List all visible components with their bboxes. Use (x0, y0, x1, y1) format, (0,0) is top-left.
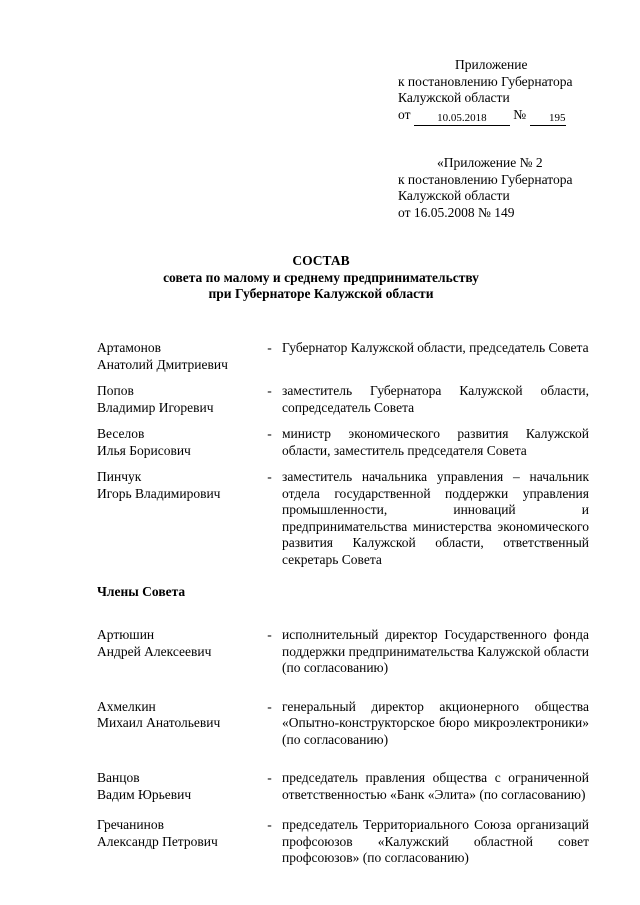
appendix-caption: Приложение (455, 57, 528, 72)
person-name (97, 426, 257, 459)
member-row (97, 817, 589, 867)
person-role: председатель Территориального Союза организаций профсоюзов «Калужский областной совет профсоюзов» (по согласованию) (282, 817, 589, 865)
number-label: № (513, 106, 527, 122)
given-name: Илья Борисович (97, 442, 191, 458)
person-name (97, 627, 257, 677)
person-role: председатель правления общества с ограниченной ответственностью «Банк «Элита» (по согласованию) (282, 770, 589, 802)
separator-dash: - (267, 627, 272, 642)
given-name: Александр Петрович (97, 833, 218, 849)
roster-row (97, 469, 589, 568)
surname: Гречанинов (97, 817, 164, 832)
appendix-header (398, 57, 598, 124)
original-appendix-header (398, 155, 598, 221)
given-name: Игорь Владимирович (97, 485, 221, 501)
original-appendix-line-2: Калужской области (398, 188, 510, 203)
person-name (97, 340, 257, 373)
person-role: Губернатор Калужской области, председатель Совета (282, 340, 589, 355)
surname: Артамонов (97, 340, 162, 355)
person-role: заместитель начальника управления – начальник отдела государственной поддержки управления промышленности, инноваций и предпринимательства министерства экономического развития Калужской области, ответственный секретарь Совета (282, 469, 589, 567)
separator-dash: - (267, 770, 272, 785)
title-line-2: при Губернаторе Калужской области (208, 286, 434, 301)
separator-dash: - (267, 383, 272, 398)
person-role: министр экономического развития Калужской области, заместитель председателя Совета (282, 426, 589, 458)
separator-dash: - (267, 340, 272, 355)
date-prefix: от (398, 106, 411, 122)
person-role: генеральный директор акционерного общества «Опытно-конструкторское бюро микроэлектроники» (по согласованию) (282, 698, 589, 747)
surname: Ахмелкин (97, 698, 156, 714)
members-roster (97, 627, 589, 867)
title-heading: СОСТАВ (292, 253, 350, 268)
member-row (97, 699, 589, 749)
member-row (97, 770, 589, 803)
original-appendix-line-3: от 16.05.2008 № 149 (398, 204, 515, 220)
members-heading: Члены Совета (97, 584, 186, 599)
appendix-line-2: Калужской области (398, 90, 510, 105)
separator-dash: - (267, 469, 272, 484)
person-name (97, 383, 257, 416)
surname: Ванцов (97, 770, 140, 785)
decree-number: 195 (530, 112, 566, 126)
separator-dash: - (267, 817, 272, 832)
separator-dash: - (267, 698, 272, 714)
document-title (80, 253, 562, 303)
surname: Веселов (97, 426, 145, 441)
person-role: заместитель Губернатора Калужской области, сопредседатель Совета (282, 383, 589, 415)
roster-row (97, 340, 589, 373)
person-role: исполнительный директор Государственного фонда поддержки предпринимательства Калужской области (по согласованию) (282, 627, 589, 675)
appendix-date-line (398, 107, 598, 124)
given-name: Андрей Алексеевич (97, 643, 212, 659)
title-line-1: совета по малому и среднему предпринимательству (163, 269, 479, 285)
person-name (97, 770, 257, 803)
surname: Артюшин (97, 627, 155, 642)
member-row (97, 627, 589, 677)
original-appendix-caption: «Приложение № 2 (437, 155, 543, 170)
separator-dash: - (267, 426, 272, 441)
given-name: Владимир Игоревич (97, 399, 214, 415)
original-appendix-line-1: к постановлению Губернатора (398, 171, 573, 187)
surname: Пинчук (97, 469, 142, 484)
surname: Попов (97, 383, 134, 398)
given-name: Вадим Юрьевич (97, 786, 192, 802)
person-name (97, 469, 257, 568)
person-name (97, 817, 257, 867)
given-name: Михаил Анатольевич (97, 715, 221, 730)
decree-date: 10.05.2018 (414, 112, 510, 126)
roster-row (97, 383, 589, 416)
roster (97, 340, 589, 568)
roster-row (97, 426, 589, 459)
person-name (97, 699, 257, 749)
appendix-line-1: к постановлению Губернатора (398, 73, 573, 89)
given-name: Анатолий Дмитриевич (97, 356, 228, 372)
